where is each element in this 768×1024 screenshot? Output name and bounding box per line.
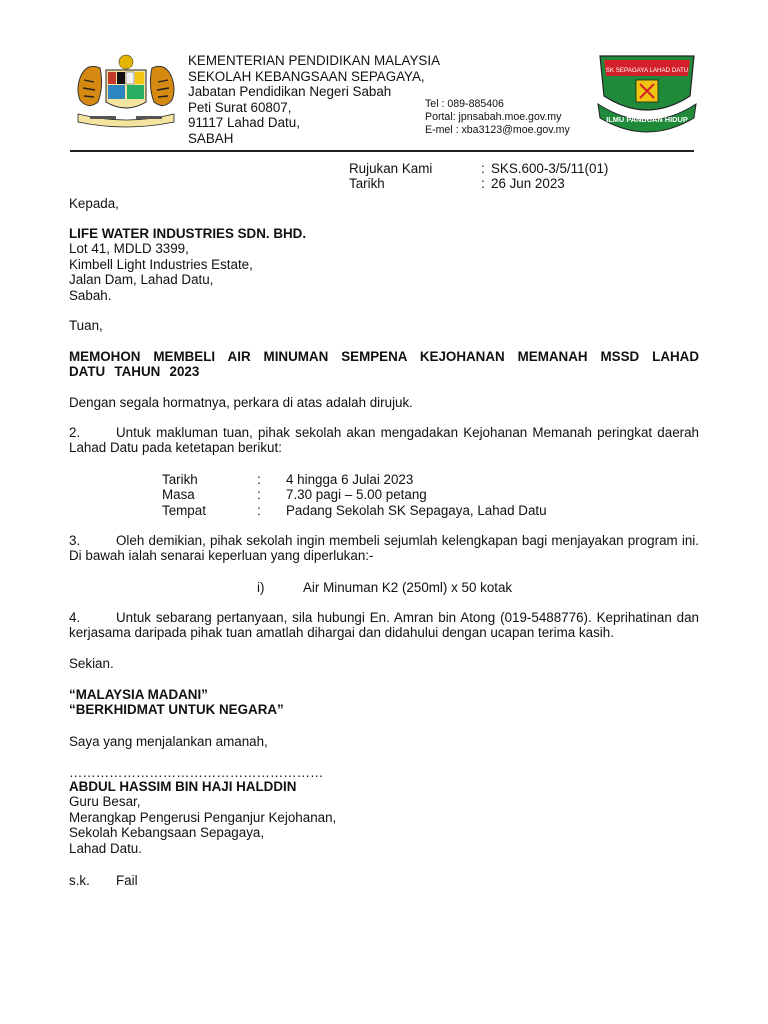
to-line: Kepada, xyxy=(69,196,119,211)
ministry-name: KEMENTERIAN PENDIDIKAN MALAYSIA xyxy=(188,53,440,68)
cc-value: Fail xyxy=(116,873,138,888)
reference-value: SKS.600-3/5/11(01) xyxy=(491,161,609,176)
recipient-name: LIFE WATER INDUSTRIES SDN. BHD. xyxy=(69,226,307,241)
recipient-block xyxy=(69,226,699,303)
signer-name: ABDUL HASSIM BIN HAJI HALDDIN xyxy=(69,779,297,794)
date-label: Tarikh xyxy=(349,175,385,191)
schedule-colon: : xyxy=(257,487,261,503)
date-value: 26 Jun 2023 xyxy=(491,175,565,191)
paragraph-text: Untuk sebarang pertanyaan, sila hubungi En. Amran bin Atong (019-5488776). Keprihatinan dan kerjasama daripada pihak tuan amatlah dihargai dan didahului dengan ucapan terima kasih. xyxy=(69,610,699,641)
slogan-block xyxy=(69,687,699,718)
schedule-label: Tarikh xyxy=(162,472,198,487)
signer-title-line: Lahad Datu. xyxy=(69,840,142,856)
signature-line: ………………………………………………… xyxy=(69,765,324,780)
letterhead xyxy=(188,53,440,146)
cc-label: s.k. xyxy=(69,873,90,888)
malaysia-coat-of-arms-logo xyxy=(70,52,182,130)
school-logo-arc-text: SK SEPAGAYA LAHAD DATU xyxy=(605,67,689,74)
state: SABAH xyxy=(188,130,234,146)
trust-line: Saya yang menjalankan amanah, xyxy=(69,734,268,749)
signer-title-line: Merangkap Pengerusi Penganjur Kejohanan, xyxy=(69,809,337,825)
item-text: Air Minuman K2 (250ml) x 50 kotak xyxy=(303,580,513,595)
carbon-copy xyxy=(69,873,699,888)
schedule-row xyxy=(162,487,547,502)
paragraph-number: 2. xyxy=(69,425,81,440)
salutation: Tuan, xyxy=(69,318,103,333)
closing: Sekian. xyxy=(69,656,114,671)
school-name: SEKOLAH KEBANGSAAN SEPAGAYA, xyxy=(188,68,425,84)
header-divider xyxy=(70,150,694,152)
paragraph-number: 3. xyxy=(69,533,81,548)
address-line: Kimbell Light Industries Estate, xyxy=(69,256,253,272)
subject-line: MEMOHON MEMBELI AIR MINUMAN SEMPENA KEJOHANAN MEMANAH MSSD LAHAD DATU TAHUN 2023 xyxy=(69,349,699,380)
paragraph-1: Dengan segala hormatnya, perkara di atas adalah dirujuk. xyxy=(69,395,413,410)
requirement-item xyxy=(257,580,512,595)
date-colon: : xyxy=(481,175,485,191)
address-line: Lot 41, MDLD 3399, xyxy=(69,241,189,257)
reference-colon: : xyxy=(481,161,485,176)
paragraph-number: 4. xyxy=(69,610,81,625)
schedule-row xyxy=(162,472,547,487)
signer-title-line: Guru Besar, xyxy=(69,794,141,810)
postcode-city: 91117 Lahad Datu, xyxy=(188,115,300,130)
schedule-value: 4 hingga 6 Julai 2023 xyxy=(286,472,414,487)
contact-block xyxy=(425,98,570,138)
signer-block xyxy=(69,779,699,856)
school-logo-motto-text: ILMU PANDUAN HIDUP xyxy=(606,115,688,124)
telephone: Tel : 089-885406 xyxy=(425,98,504,110)
schedule-colon: : xyxy=(257,502,261,518)
paragraph-text: Untuk makluman tuan, pihak sekolah akan mengadakan Kejohanan Memanah peringkat daerah Lahad Datu pada ketetapan berikut: xyxy=(69,425,699,456)
schedule-value: Padang Sekolah SK Sepagaya, Lahad Datu xyxy=(286,502,547,518)
slogan-berkhidmat: “BERKHIDMAT UNTUK NEGARA” xyxy=(69,702,284,718)
item-number: i) xyxy=(257,580,265,595)
school-logo xyxy=(594,50,700,136)
slogan-malaysia-madani: “MALAYSIA MADANI” xyxy=(69,687,208,702)
address-line: Jalan Dam, Lahad Datu, xyxy=(69,272,214,288)
schedule-row xyxy=(162,503,547,518)
reference-label: Rujukan Kami xyxy=(349,161,433,176)
signer-title-line: Sekolah Kebangsaan Sepagaya, xyxy=(69,825,265,841)
event-schedule xyxy=(162,472,547,518)
schedule-value: 7.30 pagi – 5.00 petang xyxy=(286,487,427,503)
address-line: Sabah. xyxy=(69,287,112,303)
paragraph-3 xyxy=(69,533,699,564)
schedule-colon: : xyxy=(257,472,261,487)
schedule-label: Tempat xyxy=(162,502,206,518)
paragraph-2 xyxy=(69,425,699,456)
paragraph-text: Oleh demikian, pihak sekolah ingin membeli sejumlah kelengkapan bagi menjayakan program ini. Di bawah ialah senarai keperluan yang diperlukan:- xyxy=(69,533,699,564)
schedule-label: Masa xyxy=(162,487,195,503)
reference-block xyxy=(349,162,608,191)
email: E-mel : xba3123@moe.gov.my xyxy=(425,124,570,137)
paragraph-4 xyxy=(69,610,699,641)
portal: Portal: jpnsabah.moe.gov.my xyxy=(425,111,562,124)
department-name: Jabatan Pendidikan Negeri Sabah xyxy=(188,84,392,99)
po-box: Peti Surat 60807, xyxy=(188,99,292,115)
